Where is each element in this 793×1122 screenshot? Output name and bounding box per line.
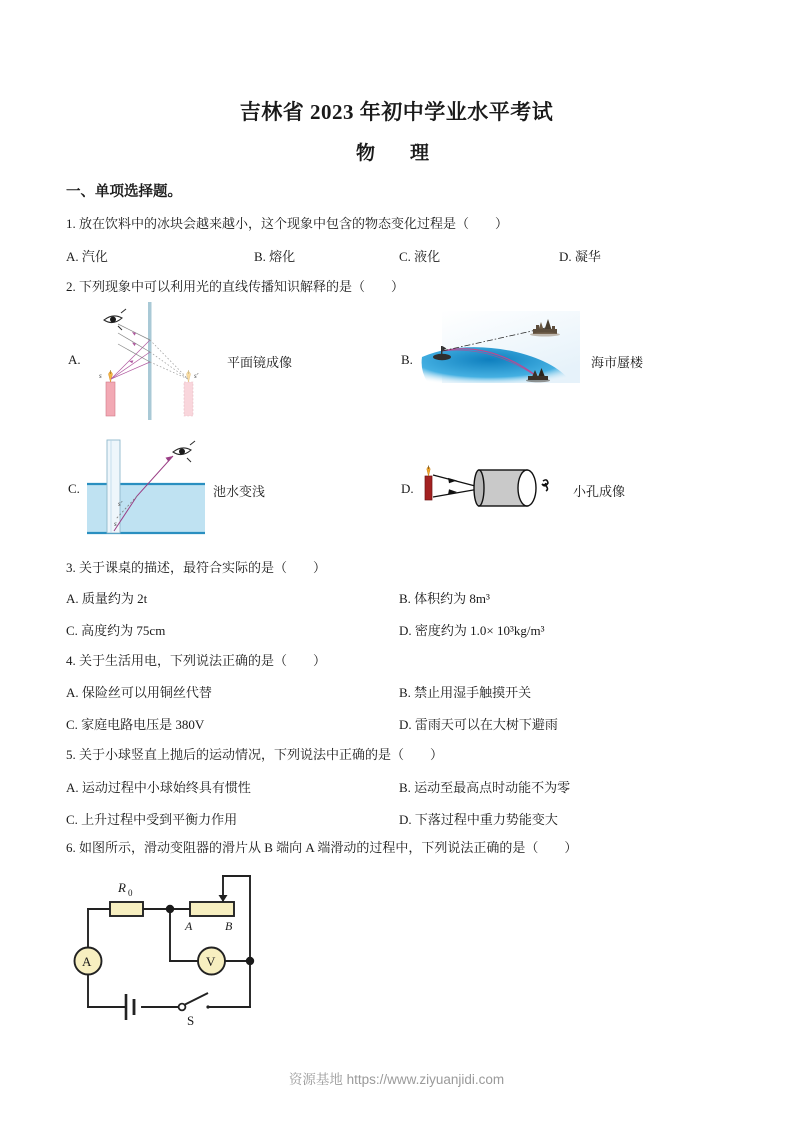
question-2-option-d-caption: 小孔成像 xyxy=(573,484,626,499)
section-heading: 一、单项选择题。 xyxy=(66,184,182,200)
question-1-option-c[interactable]: C. 液化 xyxy=(399,249,441,264)
question-1-stem: 1. 放在饮料中的冰块会越来越小，这个现象中包含的物态变化过程是（ ） xyxy=(66,216,509,231)
voltmeter-label: V xyxy=(206,954,216,969)
question-3-option-d[interactable]: D. 密度约为 1.0× 10³kg/m³ xyxy=(399,623,545,638)
fixed-resistor-body xyxy=(110,902,143,916)
question-2-option-b-caption: 海市蜃楼 xyxy=(591,355,644,370)
fixed-resistor-label: R xyxy=(118,880,126,895)
question-5-option-b[interactable]: B. 运动至最高点时动能不为零 xyxy=(399,780,571,795)
question-4-option-d[interactable]: D. 雷雨天可以在大树下避雨 xyxy=(399,717,558,732)
svg-text:0: 0 xyxy=(128,888,133,898)
pinhole-camera-figure xyxy=(419,459,569,517)
plane-mirror-image-figure xyxy=(88,300,213,420)
page-title: 吉林省 2023 年初中学业水平考试 xyxy=(239,100,554,124)
question-2-option-b-label[interactable]: B. xyxy=(401,352,413,367)
rheostat-end-a-label: A xyxy=(185,919,193,933)
battery-symbol xyxy=(126,994,142,1020)
question-1-option-b[interactable]: B. 熔化 xyxy=(254,249,296,264)
rheostat-body xyxy=(190,902,234,916)
switch-symbol xyxy=(179,993,210,1010)
svg-text:s: s xyxy=(99,372,102,380)
subject-title: 物 理 xyxy=(355,143,437,164)
question-4-option-b[interactable]: B. 禁止用湿手触摸开关 xyxy=(399,685,532,700)
question-4-stem: 4. 关于生活用电，下列说法正确的是（ ） xyxy=(66,653,327,668)
question-4-option-a[interactable]: A. 保险丝可以用铜丝代替 xyxy=(66,685,212,700)
svg-text:s': s' xyxy=(194,372,199,380)
junction-node-right xyxy=(246,957,254,965)
svg-text:s': s' xyxy=(118,500,123,508)
question-2-option-d-label[interactable]: D. xyxy=(401,481,414,496)
question-2-option-a-caption: 平面镜成像 xyxy=(227,355,293,370)
question-4-option-c[interactable]: C. 家庭电路电压是 380V xyxy=(66,717,205,732)
question-5-option-a[interactable]: A. 运动过程中小球始终具有惯性 xyxy=(66,780,251,795)
svg-text:s: s xyxy=(114,520,117,528)
question-2-option-a-label[interactable]: A. xyxy=(68,352,81,367)
question-5-stem: 5. 关于小球竖直上抛后的运动情况，下列说法中正确的是（ ） xyxy=(66,747,444,762)
question-3-option-b[interactable]: B. 体积约为 8m³ xyxy=(399,591,490,606)
question-3-option-c[interactable]: C. 高度约为 75cm xyxy=(66,623,166,638)
pool-appears-shallow-figure xyxy=(85,432,210,542)
question-5-option-c[interactable]: C. 上升过程中受到平衡力作用 xyxy=(66,812,238,827)
question-6-stem: 6. 如图所示，滑动变阻器的滑片从 B 端向 A 端滑动的过程中，下列说法正确的是（ ） xyxy=(66,840,578,855)
mirage-figure xyxy=(420,311,580,397)
question-2-option-c-label[interactable]: C. xyxy=(68,481,80,496)
question-5-option-d[interactable]: D. 下落过程中重力势能变大 xyxy=(399,812,558,827)
ammeter-label: A xyxy=(82,954,92,969)
question-3-option-a[interactable]: A. 质量约为 2t xyxy=(66,591,148,606)
question-1-option-d[interactable]: D. 凝华 xyxy=(559,249,601,264)
rheostat-end-b-label: B xyxy=(225,919,233,933)
footer-watermark: 资源基地 https://www.ziyuanjidi.com xyxy=(288,1072,505,1087)
junction-node-top xyxy=(166,905,174,913)
switch-label: S xyxy=(187,1013,195,1028)
question-2-stem: 2. 下列现象中可以利用光的直线传播知识解释的是（ ） xyxy=(66,279,405,294)
circuit-diagram-figure xyxy=(58,862,308,1037)
question-3-stem: 3. 关于课桌的描述，最符合实际的是（ ） xyxy=(66,560,327,575)
rheostat-slider-arrow xyxy=(219,895,228,902)
question-2-option-c-caption: 池水变浅 xyxy=(213,484,266,499)
question-1-option-a[interactable]: A. 汽化 xyxy=(66,249,108,264)
